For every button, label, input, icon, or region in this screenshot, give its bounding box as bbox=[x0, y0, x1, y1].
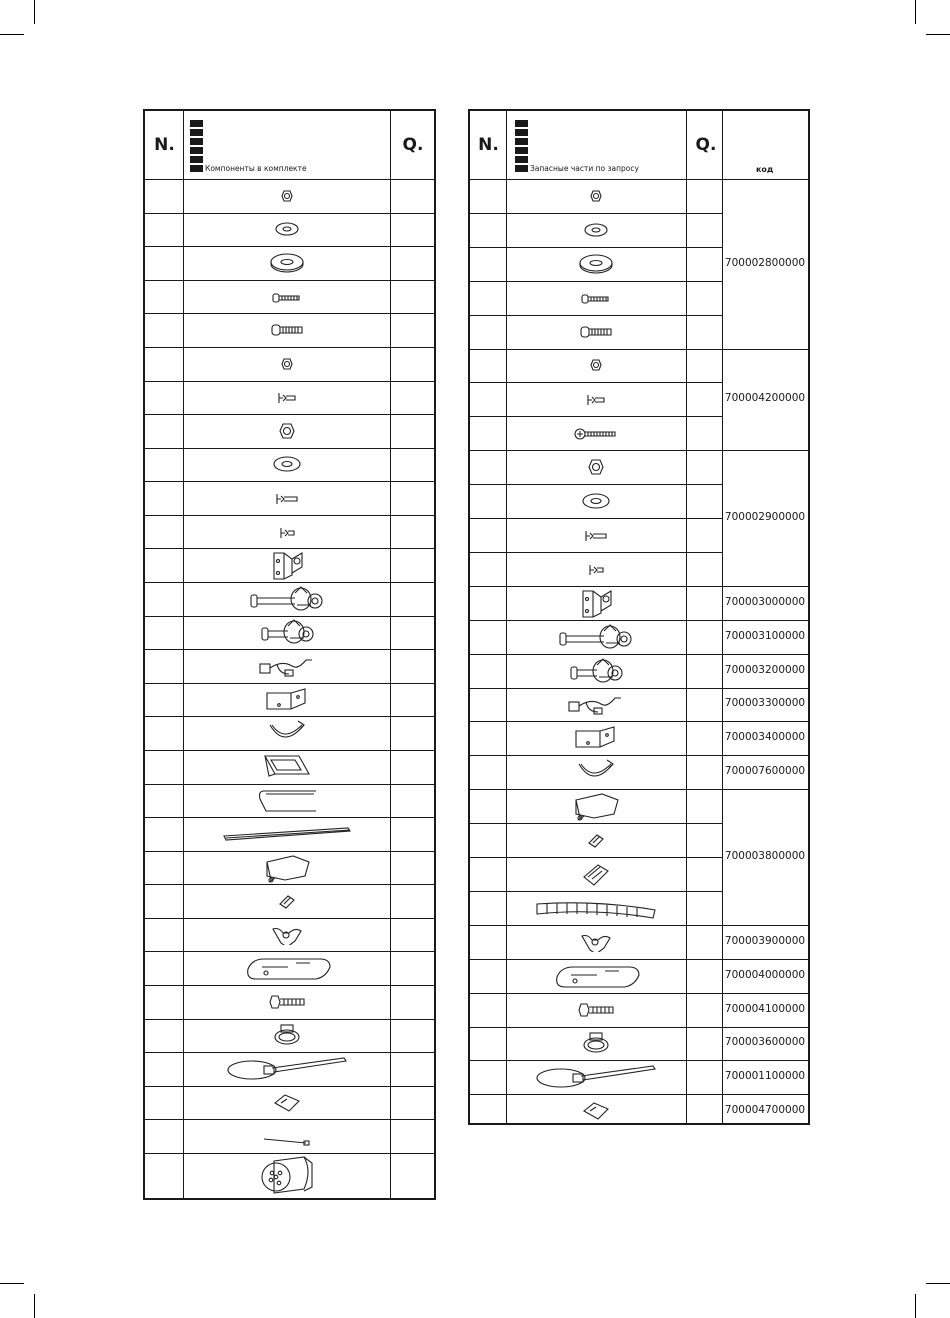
part-drawing bbox=[257, 652, 317, 684]
nut-large-icon bbox=[274, 421, 300, 441]
table-row bbox=[470, 891, 722, 925]
part-drawing bbox=[276, 390, 298, 409]
part-drawing bbox=[271, 290, 303, 309]
bolt-hex-icon bbox=[268, 993, 306, 1011]
column-q-header: Q. bbox=[402, 135, 424, 155]
screw-small-icon bbox=[276, 391, 298, 405]
wire-bent-icon bbox=[256, 787, 318, 813]
washer-large-icon bbox=[269, 252, 305, 274]
part-drawing bbox=[268, 993, 306, 1015]
part-code: 700003000000 bbox=[724, 595, 806, 608]
caption-text: Запасные части по запросу bbox=[530, 164, 639, 173]
clip-assembly-icon bbox=[570, 790, 622, 822]
part-code: 700003900000 bbox=[724, 934, 806, 947]
table-row bbox=[470, 315, 722, 349]
header-marker bbox=[515, 165, 528, 172]
part-drawing bbox=[585, 392, 607, 411]
part-drawing bbox=[274, 491, 300, 510]
table-row bbox=[470, 620, 722, 654]
part-code: 700002900000 bbox=[724, 511, 806, 523]
table-row bbox=[470, 213, 722, 247]
clip-assembly-icon bbox=[261, 852, 313, 884]
code-divider bbox=[722, 450, 808, 451]
code-divider bbox=[722, 721, 808, 722]
part-drawing bbox=[272, 455, 302, 477]
header-marker bbox=[515, 120, 528, 127]
washer-small-icon bbox=[274, 221, 300, 237]
part-drawing bbox=[222, 826, 352, 846]
code-divider bbox=[722, 688, 808, 689]
part-drawing bbox=[556, 621, 636, 657]
table-row bbox=[470, 281, 722, 315]
part-drawing bbox=[258, 616, 316, 652]
part-code: 700004000000 bbox=[724, 968, 806, 981]
table-row bbox=[470, 959, 722, 993]
part-drawing bbox=[276, 892, 298, 914]
part-drawing bbox=[266, 719, 308, 751]
cable-tie-loop-icon bbox=[535, 1064, 657, 1090]
lock-rod-long-icon bbox=[556, 621, 636, 653]
header-marker bbox=[515, 129, 528, 136]
washer-small-icon bbox=[583, 222, 609, 238]
bolt-large-icon bbox=[579, 324, 613, 340]
crop-mark bbox=[0, 1283, 24, 1284]
column-n-header: N. bbox=[154, 135, 175, 155]
part-drawing bbox=[256, 787, 318, 817]
crop-mark bbox=[915, 0, 916, 24]
part-drawing bbox=[277, 356, 297, 376]
column-q-header: Q. bbox=[695, 135, 717, 155]
part-code: 700003200000 bbox=[724, 663, 806, 676]
code-divider bbox=[722, 925, 808, 926]
column-divider bbox=[722, 111, 723, 1123]
profile-bar-icon bbox=[222, 826, 352, 842]
code-divider bbox=[722, 1060, 808, 1061]
lock-rod-long-icon bbox=[247, 583, 327, 615]
part-drawing bbox=[268, 549, 306, 585]
part-code: 700003400000 bbox=[724, 731, 806, 744]
screw-medium-icon bbox=[583, 529, 609, 543]
part-drawing bbox=[580, 861, 612, 891]
code-divider bbox=[722, 993, 808, 994]
crop-mark bbox=[915, 1294, 916, 1318]
part-drawing bbox=[583, 222, 609, 242]
part-drawing bbox=[574, 725, 618, 755]
bolt-large-icon bbox=[270, 322, 304, 338]
part-drawing bbox=[567, 655, 625, 691]
part-drawing bbox=[274, 421, 300, 445]
part-code: 700007600000 bbox=[724, 765, 806, 778]
table-row bbox=[470, 857, 722, 891]
frame-bracket-icon bbox=[261, 750, 313, 784]
column-n-header: N. bbox=[478, 135, 499, 155]
cable-harness-icon bbox=[257, 652, 317, 680]
bolt-hex-icon bbox=[577, 1001, 615, 1019]
part-drawing bbox=[258, 1155, 316, 1201]
part-drawing bbox=[586, 357, 606, 377]
caption-text: Компоненты в комплекте bbox=[205, 164, 307, 173]
table-row bbox=[470, 416, 722, 450]
cable-harness-icon bbox=[566, 690, 626, 718]
foot-cover-icon bbox=[551, 961, 641, 991]
part-drawing bbox=[265, 687, 309, 717]
hose-clamp-icon bbox=[271, 1023, 303, 1047]
nut-small-icon bbox=[586, 188, 606, 204]
part-code: 700003100000 bbox=[724, 629, 806, 642]
part-drawing bbox=[270, 322, 304, 342]
clip-plate-icon bbox=[271, 1091, 303, 1115]
cable-tie-icon bbox=[262, 1136, 312, 1146]
part-drawing bbox=[247, 583, 327, 619]
lock-rod-icon bbox=[258, 616, 316, 648]
table-row bbox=[470, 925, 722, 959]
header-caption bbox=[515, 164, 639, 173]
code-divider bbox=[722, 1027, 808, 1028]
part-drawing bbox=[580, 932, 612, 956]
code-divider bbox=[722, 349, 808, 350]
table-row bbox=[470, 993, 722, 1027]
part-drawing bbox=[262, 1131, 312, 1150]
components-table bbox=[143, 109, 436, 1200]
part-drawing bbox=[533, 896, 659, 924]
code-divider bbox=[722, 654, 808, 655]
part-code: 700004100000 bbox=[724, 1002, 806, 1015]
table-row bbox=[470, 450, 722, 484]
header-marker bbox=[190, 147, 203, 154]
code-divider bbox=[722, 755, 808, 756]
part-drawing bbox=[580, 291, 612, 310]
cable-tie-loop-icon bbox=[226, 1056, 348, 1082]
column-divider bbox=[686, 111, 687, 1123]
part-drawing bbox=[261, 750, 313, 788]
header-marker bbox=[190, 120, 203, 127]
table-row bbox=[470, 789, 722, 823]
washer-large-icon bbox=[578, 253, 614, 275]
header-marker bbox=[515, 156, 528, 163]
part-drawing bbox=[278, 525, 296, 544]
screw-tiny-icon bbox=[587, 563, 605, 577]
bracket-icon bbox=[268, 549, 306, 581]
part-drawing bbox=[535, 1064, 657, 1094]
table-row bbox=[470, 179, 722, 213]
wing-nut-icon bbox=[271, 925, 303, 945]
part-drawing bbox=[570, 790, 622, 826]
header-marker bbox=[190, 129, 203, 136]
spiral-cover-icon bbox=[533, 896, 659, 920]
part-drawing bbox=[551, 961, 641, 995]
crop-mark bbox=[926, 1283, 950, 1284]
part-drawing bbox=[585, 831, 607, 853]
header-marker bbox=[190, 165, 203, 172]
code-divider bbox=[722, 586, 808, 587]
crop-mark bbox=[34, 0, 35, 24]
table-row bbox=[470, 552, 722, 586]
part-drawing bbox=[271, 1091, 303, 1119]
strap-clamp-icon bbox=[575, 758, 617, 786]
connector-socket-icon bbox=[258, 1155, 316, 1197]
column-divider bbox=[390, 111, 391, 1198]
header-marker bbox=[515, 138, 528, 145]
part-drawing bbox=[574, 426, 618, 445]
part-drawing bbox=[274, 221, 300, 241]
plate-bracket-icon bbox=[574, 725, 618, 751]
part-drawing bbox=[580, 1099, 612, 1127]
clip-small-icon bbox=[585, 831, 607, 849]
part-drawing bbox=[271, 925, 303, 949]
table-row bbox=[470, 382, 722, 416]
wing-nut-icon bbox=[580, 932, 612, 952]
code-divider bbox=[722, 959, 808, 960]
bracket-icon bbox=[577, 587, 615, 619]
screw-medium-icon bbox=[274, 492, 300, 506]
header-marker bbox=[190, 138, 203, 145]
part-drawing bbox=[566, 690, 626, 722]
nut-small-icon bbox=[586, 357, 606, 373]
table-row bbox=[470, 688, 722, 722]
part-drawing bbox=[581, 492, 611, 514]
plate-bracket-icon bbox=[265, 687, 309, 713]
bolt-small-icon bbox=[271, 291, 303, 305]
nut-large-icon bbox=[583, 457, 609, 477]
table-row bbox=[470, 484, 722, 518]
part-drawing bbox=[583, 528, 609, 547]
spare-parts-table bbox=[468, 109, 810, 1125]
part-code: 700003300000 bbox=[724, 697, 806, 710]
header-marker bbox=[515, 147, 528, 154]
part-drawing bbox=[579, 324, 613, 344]
strap-clamp-icon bbox=[266, 719, 308, 747]
table-row bbox=[470, 247, 722, 281]
part-drawing bbox=[577, 1001, 615, 1023]
nut-small-icon bbox=[277, 356, 297, 372]
part-drawing bbox=[575, 758, 617, 790]
code-divider bbox=[722, 620, 808, 621]
part-drawing bbox=[271, 1023, 303, 1051]
header-marker bbox=[190, 156, 203, 163]
part-drawing bbox=[577, 587, 615, 623]
part-drawing bbox=[580, 1031, 612, 1059]
part-drawing bbox=[583, 457, 609, 481]
clip-plate-icon bbox=[580, 1099, 612, 1123]
part-code: 700003800000 bbox=[724, 850, 806, 862]
screw-tiny-icon bbox=[278, 526, 296, 540]
column-divider bbox=[183, 111, 184, 1198]
bolt-small-icon bbox=[580, 292, 612, 306]
washer-medium-icon bbox=[581, 492, 611, 510]
screw-phillips-icon bbox=[574, 427, 618, 441]
column-divider bbox=[506, 111, 507, 1123]
foot-cover-icon bbox=[242, 953, 332, 983]
part-code: 700002800000 bbox=[724, 256, 806, 269]
part-code: 700004700000 bbox=[724, 1104, 806, 1117]
table-row bbox=[470, 654, 722, 688]
part-drawing bbox=[277, 188, 297, 208]
part-drawing bbox=[587, 562, 605, 581]
table-row bbox=[470, 721, 722, 755]
column-code-header: код bbox=[756, 165, 774, 174]
screw-small-icon bbox=[585, 393, 607, 407]
part-drawing bbox=[269, 252, 305, 278]
part-code: 700001100000 bbox=[724, 1070, 806, 1083]
nut-small-icon bbox=[277, 188, 297, 204]
table-row bbox=[470, 586, 722, 620]
part-drawing bbox=[578, 253, 614, 279]
table-row bbox=[470, 1094, 722, 1128]
part-code: 700003600000 bbox=[724, 1036, 806, 1049]
part-drawing bbox=[261, 852, 313, 888]
crop-mark bbox=[34, 1294, 35, 1318]
crop-mark bbox=[0, 34, 24, 35]
table-row bbox=[470, 1060, 722, 1094]
part-drawing bbox=[242, 953, 332, 987]
code-divider bbox=[722, 1094, 808, 1095]
code-divider bbox=[722, 789, 808, 790]
washer-medium-icon bbox=[272, 455, 302, 473]
clip-medium-icon bbox=[580, 861, 612, 887]
table-row bbox=[470, 823, 722, 857]
table-row bbox=[470, 755, 722, 789]
crop-mark bbox=[926, 34, 950, 35]
table-row bbox=[470, 349, 722, 383]
part-drawing bbox=[226, 1056, 348, 1086]
part-code: 700004200000 bbox=[724, 392, 806, 405]
table-row bbox=[470, 518, 722, 552]
header-caption bbox=[190, 164, 307, 173]
table-row bbox=[470, 1027, 722, 1061]
clip-small-icon bbox=[276, 892, 298, 910]
part-drawing bbox=[586, 188, 606, 208]
hose-clamp-icon bbox=[580, 1031, 612, 1055]
lock-rod-icon bbox=[567, 655, 625, 687]
